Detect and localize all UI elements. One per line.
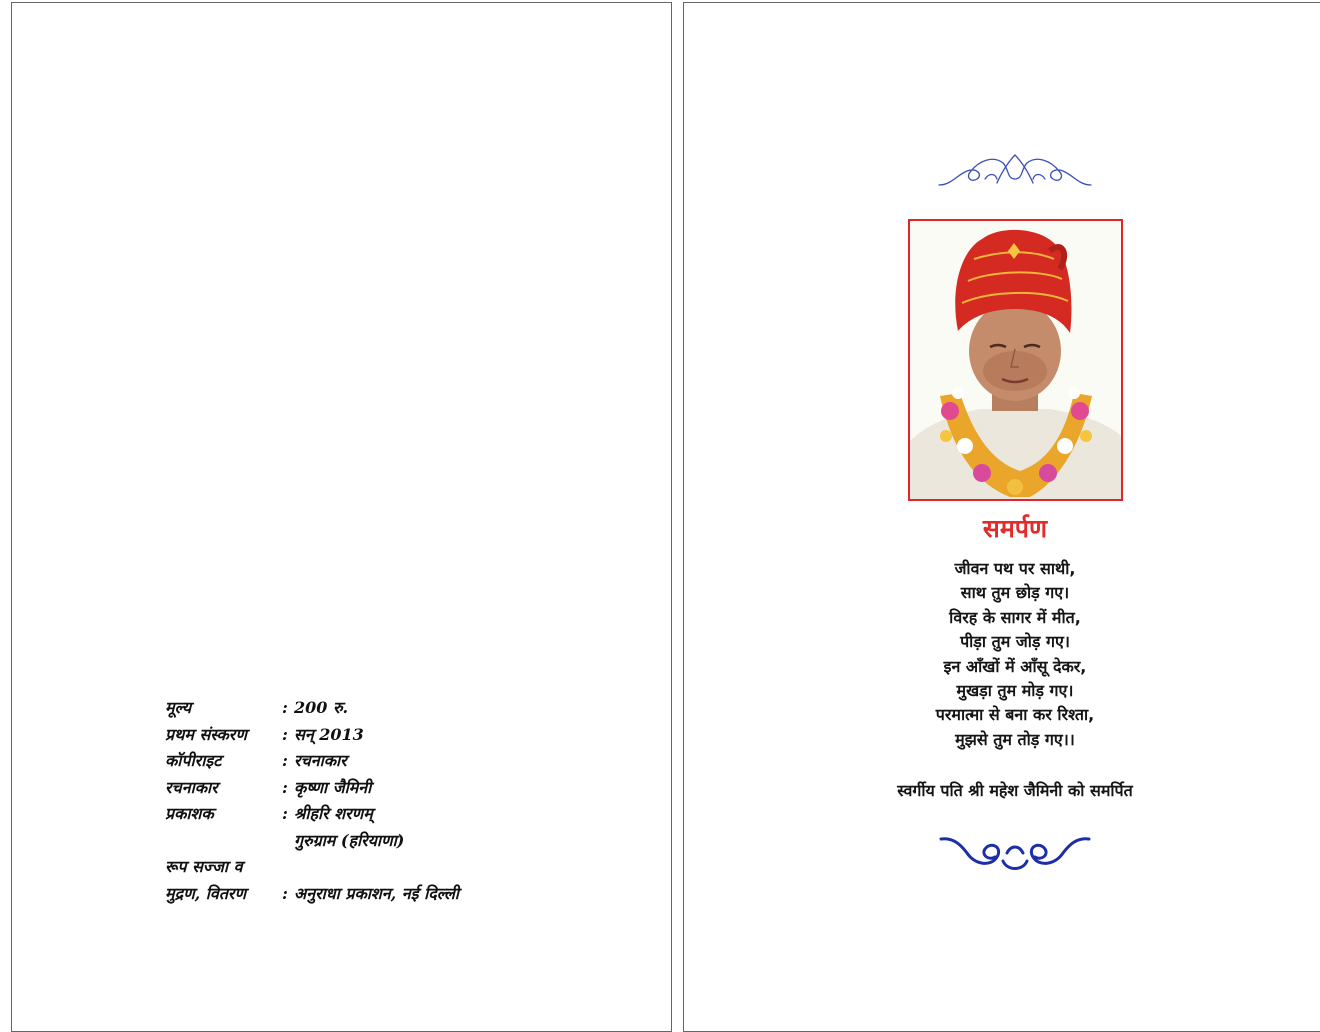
imprint-value: कृष्णा जैमिनी xyxy=(294,777,372,797)
imprint-row-price xyxy=(165,695,459,722)
imprint-value: 200 रु. xyxy=(294,698,349,717)
imprint-label: मूल्य xyxy=(165,698,192,717)
imprint-row-copyright xyxy=(165,748,459,775)
imprint-row-design-label xyxy=(165,854,459,881)
poem-line: जीवन पथ पर साथी, xyxy=(954,559,1076,578)
poem-line: परमात्मा से बना कर रिश्ता, xyxy=(935,705,1095,725)
dedication-poem xyxy=(684,557,1320,752)
poem-line: मुखड़ा तुम मोड़ गए। xyxy=(956,681,1074,701)
portrait-photo xyxy=(908,219,1123,501)
dedicated-to-line: स्वर्गीय पति श्री महेश जैमिनी को समर्पित xyxy=(897,781,1133,800)
imprint-value: अनुराधा प्रकाशन, नई दिल्ली xyxy=(294,883,459,903)
imprint-colon: : xyxy=(282,883,288,903)
flourish-ornament-top xyxy=(937,149,1093,189)
flourish-ornament-bottom xyxy=(937,831,1093,873)
right-page xyxy=(683,2,1320,1032)
publisher-city: गुरुग्राम (हरियाणा) xyxy=(294,830,405,850)
imprint-colon: : xyxy=(282,804,288,823)
imprint-value: श्रीहरि शरणम् xyxy=(294,804,373,823)
imprint-row-author xyxy=(165,775,459,802)
imprint-row-publisher xyxy=(165,801,459,828)
imprint-value: रचनाकार xyxy=(294,751,347,770)
imprint-colon: : xyxy=(282,751,288,770)
imprint-label: रूप सज्जा व xyxy=(165,857,243,876)
dedication-title: समर्पण xyxy=(982,514,1048,543)
imprint-block xyxy=(165,695,459,907)
poem-line: साथ तुम छोड़ गए। xyxy=(960,583,1070,603)
imprint-colon: : xyxy=(282,698,288,717)
poem-line: इन आँखों में आँसू देकर, xyxy=(943,656,1087,676)
imprint-row-edition xyxy=(165,722,459,749)
imprint-row-publisher-city xyxy=(165,828,459,855)
imprint-colon: : xyxy=(282,777,288,797)
imprint-colon: : xyxy=(282,724,288,744)
imprint-label: कॉपीराइट xyxy=(165,751,222,770)
imprint-label: प्रथम संस्करण xyxy=(165,724,247,744)
imprint-label: रचनाकार xyxy=(165,777,218,797)
imprint-value: सन् 2013 xyxy=(294,724,364,744)
poem-line: मुझसे तुम तोड़ गए।। xyxy=(955,729,1075,749)
poem-line: पीड़ा तुम जोड़ गए। xyxy=(960,632,1070,652)
left-page xyxy=(11,2,672,1032)
imprint-label: मुद्रण, वितरण xyxy=(165,883,247,903)
imprint-row-printing xyxy=(165,881,459,908)
imprint-label: प्रकाशक xyxy=(165,804,214,823)
poem-line: विरह के सागर में मीत, xyxy=(949,607,1081,627)
